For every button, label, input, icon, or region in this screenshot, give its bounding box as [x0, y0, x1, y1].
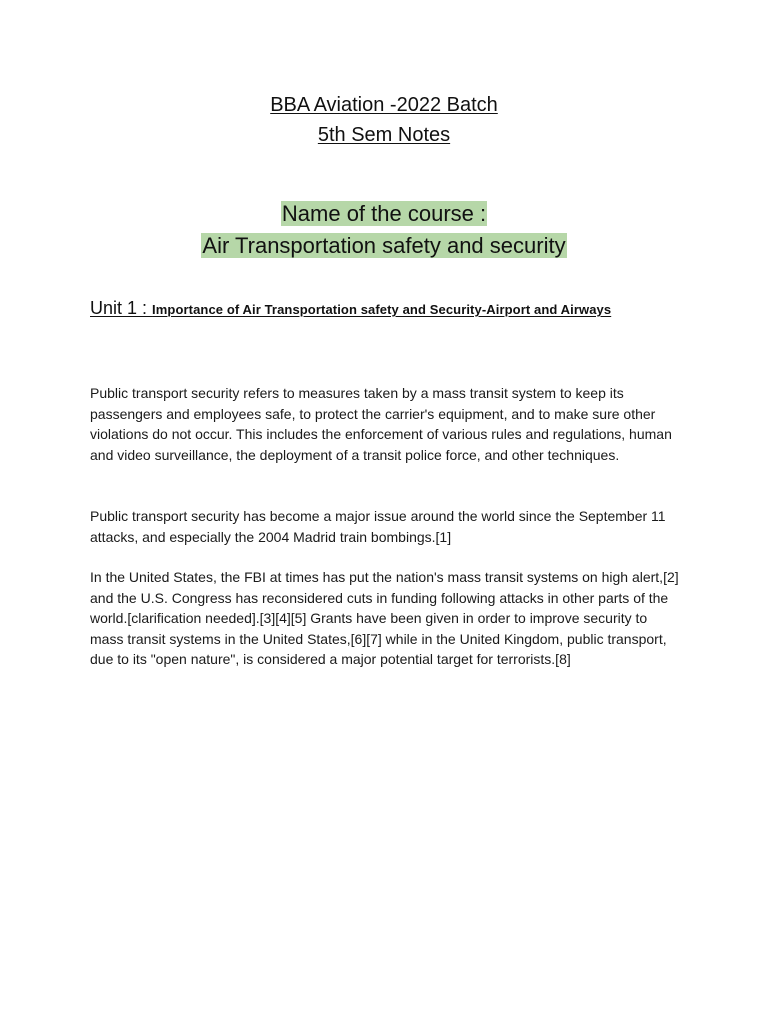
paragraph-1: Public transport security refers to measures taken by a mass transit system to keep its passengers and employees safe, to protect the carrier's equipment, and to make sure other violations do not occur. This includes the enforcement of various rules and regulations, human and video surveillance, the deployment of a transit police force, and other techniques.: [90, 385, 672, 463]
unit-number: Unit 1 :: [90, 298, 153, 318]
unit-heading: [90, 294, 650, 324]
batch-title: BBA Aviation -2022 Batch: [270, 94, 498, 116]
course-name: Air Transportation safety and security: [202, 233, 566, 258]
document-header: [0, 90, 768, 150]
unit-title: Importance of Air Transportation safety and Security-Airport and Airways: [152, 302, 612, 317]
course-name-line: [0, 230, 768, 262]
paragraph-3: In the United States, the FBI at times has put the nation's mass transit systems on high alert,[2] and the U.S. Congress has reconsidered cuts in funding following attacks in other parts of the world.[clarification needed].[3][4][5] Grants have been given in order to improve security to mass transit systems in the United States,[6][7] while in the United Kingdom, public transport, due to its "open nature", is considered a major potential target for terrorists.[8]: [90, 569, 679, 667]
course-block: [0, 198, 768, 262]
course-label: Name of the course :: [281, 201, 487, 226]
course-label-line: [0, 198, 768, 230]
semester-title: 5th Sem Notes: [317, 124, 451, 146]
paragraph-2: Public transport security has become a major issue around the world since the September 11 attacks, and especially the 2004 Madrid train bombings.[1]: [90, 508, 666, 545]
